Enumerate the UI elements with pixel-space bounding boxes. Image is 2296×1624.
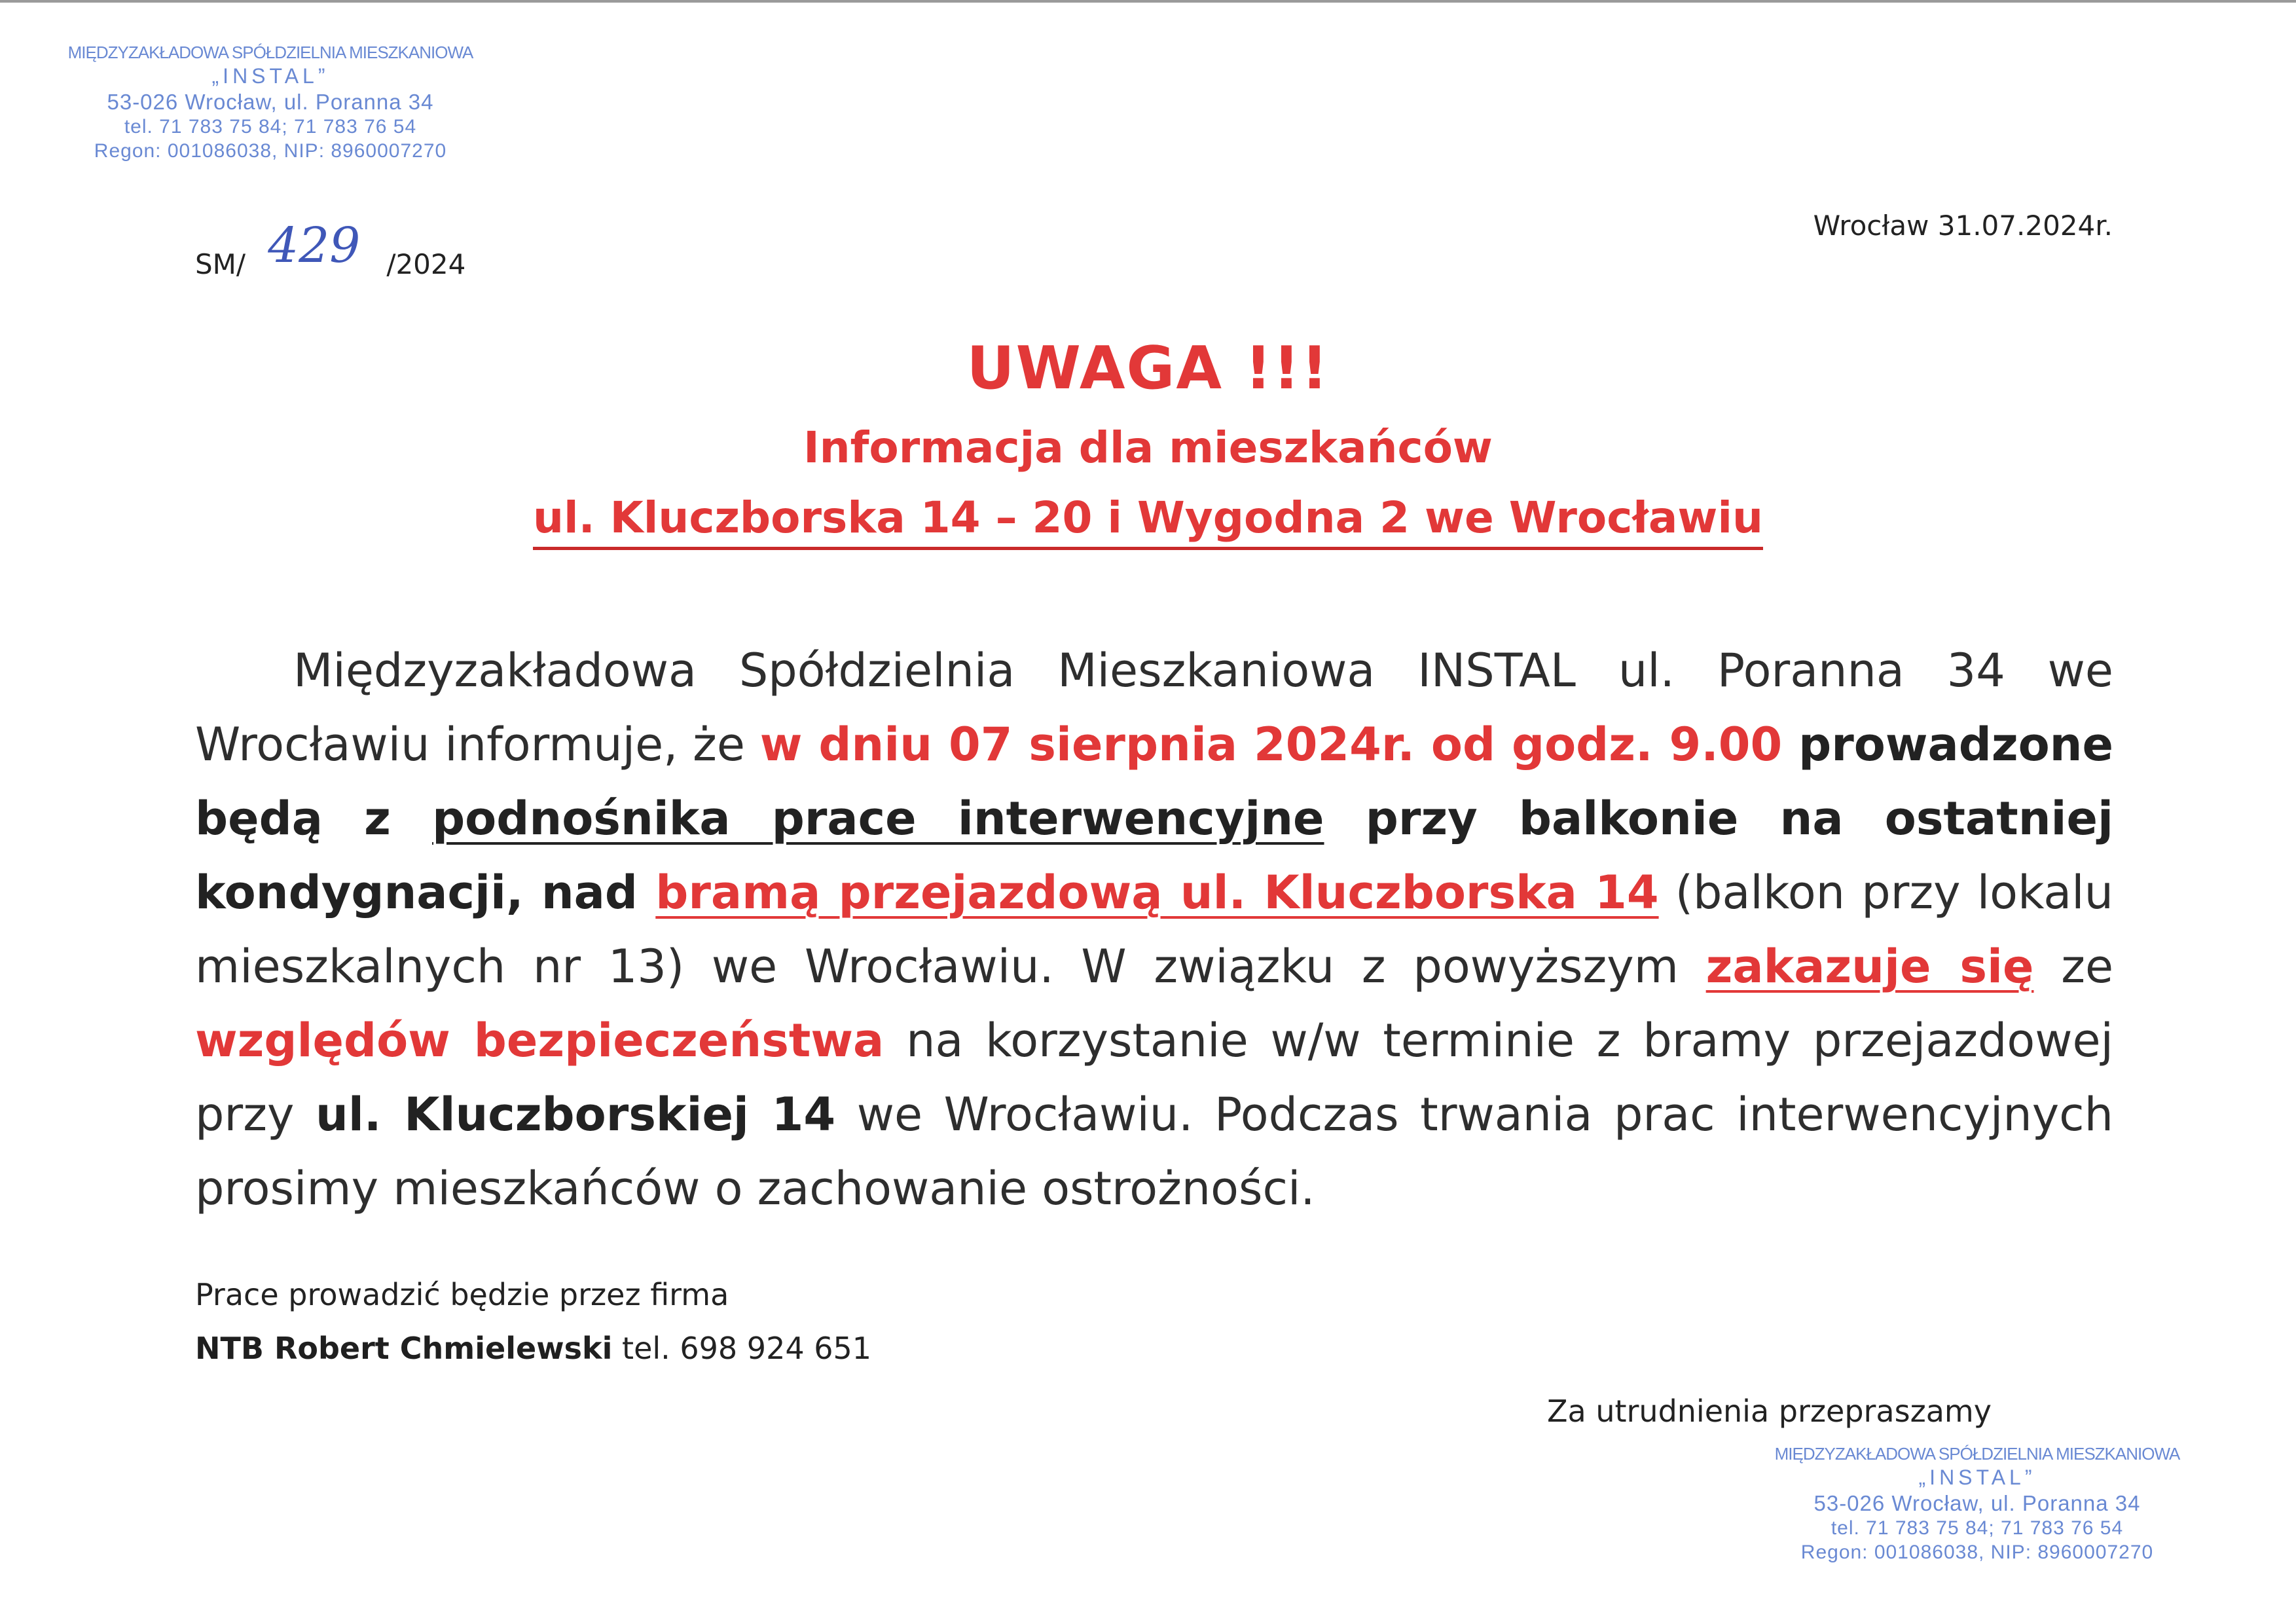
stamp-organization: MIĘDZYZAKŁADOWA SPÓŁDZIELNIA MIESZKANIOWA [1774, 1444, 2180, 1464]
reference-number [195, 217, 466, 286]
contractor-intro: Prace prowadzić będzie przez firma [195, 1277, 729, 1312]
body-prohibition: zakazuje się [1705, 940, 2034, 993]
body-street: ul. Kluczborskiej 14 [316, 1088, 836, 1141]
closing-apology: Za utrudnienia przepraszamy [1547, 1393, 1992, 1429]
organization-stamp-bottom [1748, 1444, 2206, 1564]
stamp-ids: Regon: 001086038, NIP: 8960007270 [1800, 1541, 2154, 1563]
letter-date: Wrocław 31.07.2024r. [1813, 210, 2113, 242]
organization-stamp-top [51, 43, 490, 163]
contractor-phone: tel. 698 924 651 [612, 1331, 872, 1366]
headline-address [0, 492, 2296, 543]
scan-top-edge [0, 0, 2296, 3]
stamp-ids: Regon: 001086038, NIP: 8960007270 [94, 139, 447, 162]
stamp-address: 53-026 Wrocław, ul. Poranna 34 [107, 89, 434, 114]
reference-suffix: /2024 [386, 248, 466, 280]
stamp-phone: tel. 71 783 75 84; 71 783 76 54 [124, 116, 417, 138]
headline-title: UWAGA !!! [966, 334, 1330, 403]
stamp-phone: tel. 71 783 75 84; 71 783 76 54 [1831, 1517, 2124, 1539]
body-intro: Międzyzakładowa Spółdzielnia Mieszkaniowa INSTAL ul. Poranna 34 we Wrocławiu informuje, że [195, 644, 2113, 771]
body-work-location: przy balkonie na ostatniej kondygnacji, nad [195, 792, 2113, 919]
body-balcony-note: (balkon przy lokalu mieszkalnych nr 13) we Wrocławiu. W związku z powyższym [195, 866, 2113, 993]
contractor-info [195, 1331, 871, 1366]
body-usage: na korzystanie w/w terminie z bramy przejazdowej przy [195, 1014, 2113, 1141]
contractor-name: NTB Robert Chmielewski [195, 1331, 613, 1366]
stamp-address: 53-026 Wrocław, ul. Poranna 34 [1813, 1490, 2141, 1515]
headline-address-text: ul. Kluczborska 14 – 20 i Wygodna 2 we Wrocławiu [533, 492, 1763, 550]
body-date-highlight: w dniu 07 sierpnia 2024r. od godz. 9.00 [759, 718, 1783, 771]
body-work-intro: prowadzone będą z [195, 718, 2113, 845]
body-safety: względów bezpieczeństwa [195, 1014, 884, 1067]
body-connector: ze [2033, 940, 2114, 993]
reference-prefix: SM/ [195, 248, 246, 280]
body-work-type: podnośnika prace interwencyjne [432, 792, 1324, 845]
headline-subtitle: Informacja dla mieszkańców [803, 422, 1493, 473]
body-gate-location: bramą przejazdową ul. Kluczborska 14 [655, 866, 1659, 919]
stamp-name: „INSTAL” [1918, 1465, 2036, 1489]
reference-handwritten-number: 429 [268, 217, 361, 274]
stamp-organization: MIĘDZYZAKŁADOWA SPÓŁDZIELNIA MIESZKANIOWA [67, 43, 473, 62]
body-closing-sentence: we Wrocławiu. Podczas trwania prac interwencyjnych prosimy mieszkańców o zachowanie ostrożności. [195, 1088, 2114, 1215]
notice-body [195, 634, 2113, 1226]
stamp-name: „INSTAL” [211, 64, 329, 88]
